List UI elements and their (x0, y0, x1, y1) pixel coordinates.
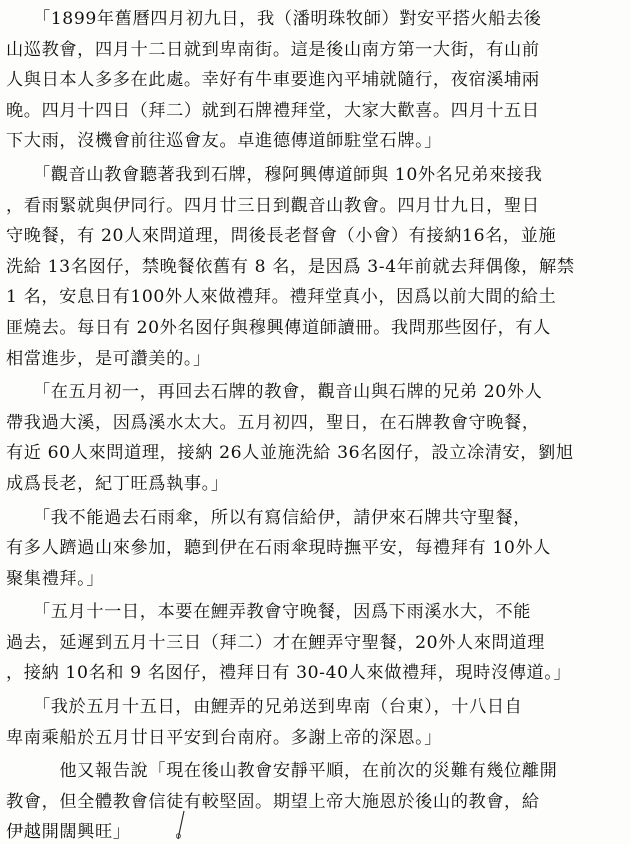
text-line: 過去，延遲到五月十三日（拜二）才在鯉弄守聖餐，20外人來問道理 (6, 632, 545, 653)
text-line: 守晚餐，有 20人來問道理，問後長老督會（小會）有接納16名，並施 (6, 226, 557, 247)
text-line: 山巡教會，四月十二日就到卑南街。這是後山南方第一大街，有山前 (6, 39, 540, 60)
text-line: 有多人躋過山來參加，聽到伊在石雨傘現時撫平安，每禮拜有 10外人 (6, 538, 551, 559)
text-line: 「我不能過去石雨傘，所以有寫信給伊，請伊來石牌共守聖餐， (6, 507, 532, 528)
text-line: 洗給 13名囡仔，禁晚餐依舊有 8 名，是因爲 3-4年前就去拜偶像，解禁 (6, 256, 575, 277)
text-line: 「五月十一日，本要在鯉弄教會守晚餐，因爲下雨溪水大，不能 (6, 602, 532, 623)
text-line: 聚集禮拜。」 (6, 568, 105, 589)
text-line: 「觀音山教會聽著我到石牌，穆阿興傳道師與 10外名兄弟來接我 (6, 164, 543, 185)
text-line: 「1899年舊曆四月初九日，我（潘明珠牧師）對安平搭火船去後 (6, 9, 542, 29)
text-line: 有近 60人來問道理，接納 26人並施洗給 36名囡仔，設立凃清安，劉旭 (6, 443, 574, 464)
text-line: 「我於五月十五日，由鯉弄的兄弟送到卑南（台東），十八日自 (6, 697, 523, 718)
paragraph (6, 597, 626, 689)
paragraph (6, 160, 626, 374)
text-line: 匪燒去。每日有 20外名囡仔與穆興傳道師讀冊。我問那些囡仔，有人 (6, 317, 551, 338)
text-line: 教會，但全體教會信徒有較堅固。期望上帝大施恩於後山的教會，給 (6, 791, 540, 812)
paragraph (6, 377, 626, 499)
text-line: 人與日本人多多在此處。幸好有牛車要進內平埔就隨行，夜宿溪埔兩 (6, 70, 540, 91)
text-line: 卑南乘船於五月廿日平安到台南府。多謝上帝的深恩。」 (6, 727, 443, 748)
text-line: 帶我過大溪，因爲溪水太大。五月初四，聖日，在石牌教會守晚餐， (6, 412, 540, 433)
text-line: 相當進步，是可讚美的。」 (6, 348, 211, 369)
text-line: 他又報告說「現在後山教會安靜平順，在前次的災難有幾位離開 (6, 761, 558, 782)
text-line: 下大雨，沒機會前往巡會友。卓進德傳道師駐堂石牌。」 (6, 131, 443, 152)
text-line: 1 名，安息日有100外人來做禮拜。禮拜堂真小，因爲以前大間的給土 (6, 287, 557, 308)
pen-stroke-mark (176, 810, 186, 840)
document-body (6, 4, 626, 848)
paragraph (6, 4, 626, 157)
paragraph (6, 503, 626, 595)
paragraph (6, 692, 626, 753)
text-line: 伊越開闊興旺」 。 (6, 822, 194, 843)
text-line: 成爲長老，紀丁旺爲執事。」 (6, 473, 229, 494)
text-line: ，接納 10名和 9 名囡仔，禮拜日有 30-40人來做禮拜，現時沒傳道。」 (6, 663, 572, 684)
paragraph (6, 756, 626, 848)
text-line: 「在五月初一，再回去石牌的教會，觀音山與石牌的兄弟 20外人 (6, 382, 543, 403)
text-line: ，看雨緊就與伊同行。四月廿三日到觀音山教會。四月廿九日，聖日 (6, 195, 540, 216)
text-line: 晚。四月十四日（拜二）就到石牌禮拜堂，大家大歡喜。四月十五日 (6, 100, 540, 121)
